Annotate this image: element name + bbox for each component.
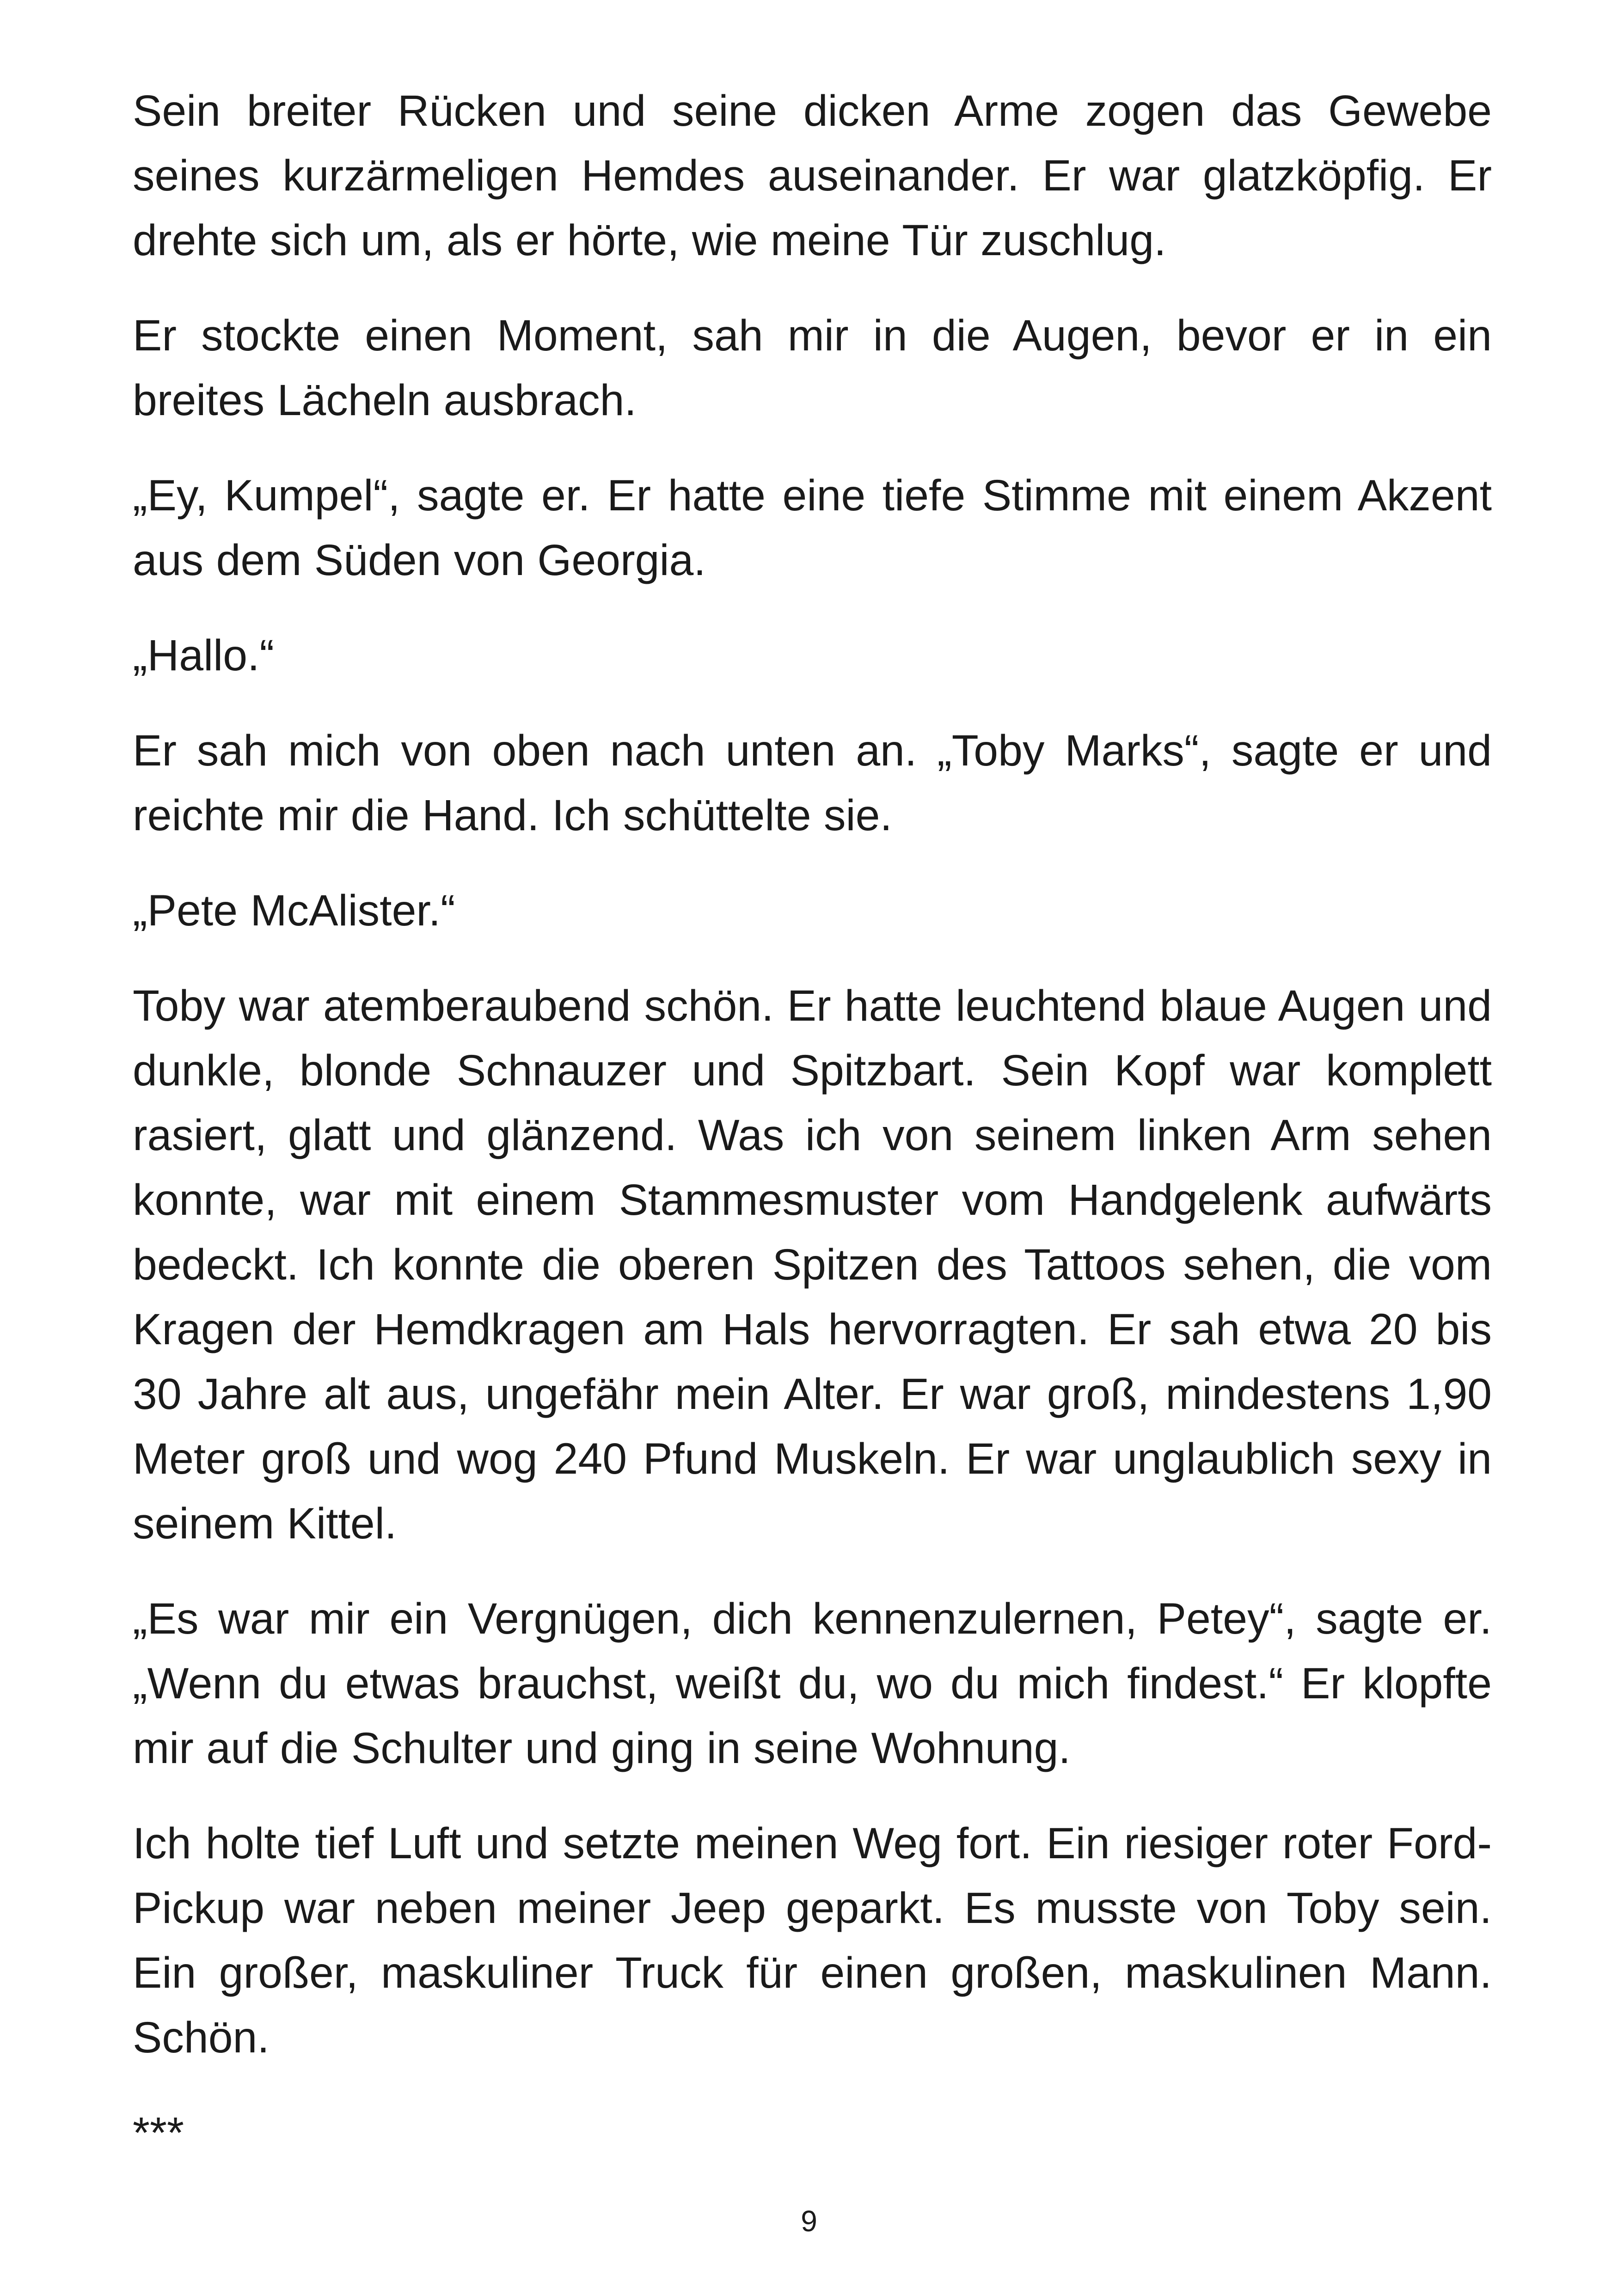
body-text xyxy=(133,79,1492,2165)
paragraph: Sein breiter Rücken und seine dicken Arme zogen das Gewebe seines kurzärmeligen Hemdes auseinander. Er war glatzköpfig. Er drehte sich um, als er hörte, wie meine Tür zuschlug. xyxy=(133,86,1492,265)
paragraph: „Pete McAlister.“ xyxy=(133,886,455,935)
page-number: 9 xyxy=(801,2204,817,2238)
paragraph: Toby war atemberaubend schön. Er hatte leuchtend blaue Augen und dunkle, blonde Schnauzer und Spitzbart. Sein Kopf war komplett rasiert, glatt und glänzend. Was ich von seinem linken Arm sehen konnte, war mit einem Stammesmuster vom Handgelenk aufwärts bedeckt. Ich konnte die oberen Spitzen des Tattoos sehen, die vom Kragen der Hemdkragen am Hals hervorragten. Er sah etwa 20 bis 30 Jahre alt aus, ungefähr mein Alter. Er war groß, mindestens 1,90 Meter groß und wog 240 Pfund Muskeln. Er war unglaublich sexy in seinem Kittel. xyxy=(133,981,1492,1548)
paragraph: Ich holte tief Luft und setzte meinen Weg fort. Ein riesiger roter Ford-Pickup war neben meiner Jeep geparkt. Es musste von Toby sein. Ein großer, maskuliner Truck für einen großen, maskulinen Mann. Schön. xyxy=(133,1819,1492,2062)
paragraph: „Ey, Kumpel“, sagte er. Er hatte eine tiefe Stimme mit einem Akzent aus dem Süden von Georgia. xyxy=(133,471,1492,585)
section-separator: *** xyxy=(133,2108,184,2157)
paragraph: Er sah mich von oben nach unten an. „Toby Marks“, sagte er und reichte mir die Hand. Ich schüttelte sie. xyxy=(133,726,1492,840)
paragraph: „Es war mir ein Vergnügen, dich kennenzulernen, Petey“, sagte er. „Wenn du etwas brauchst, weißt du, wo du mich findest.“ Er klopfte mir auf die Schulter und ging in seine Wohnung. xyxy=(133,1594,1492,1773)
paragraph: Er stockte einen Moment, sah mir in die Augen, bevor er in ein breites Lächeln ausbrach. xyxy=(133,311,1492,425)
paragraph: „Hallo.“ xyxy=(133,631,275,680)
